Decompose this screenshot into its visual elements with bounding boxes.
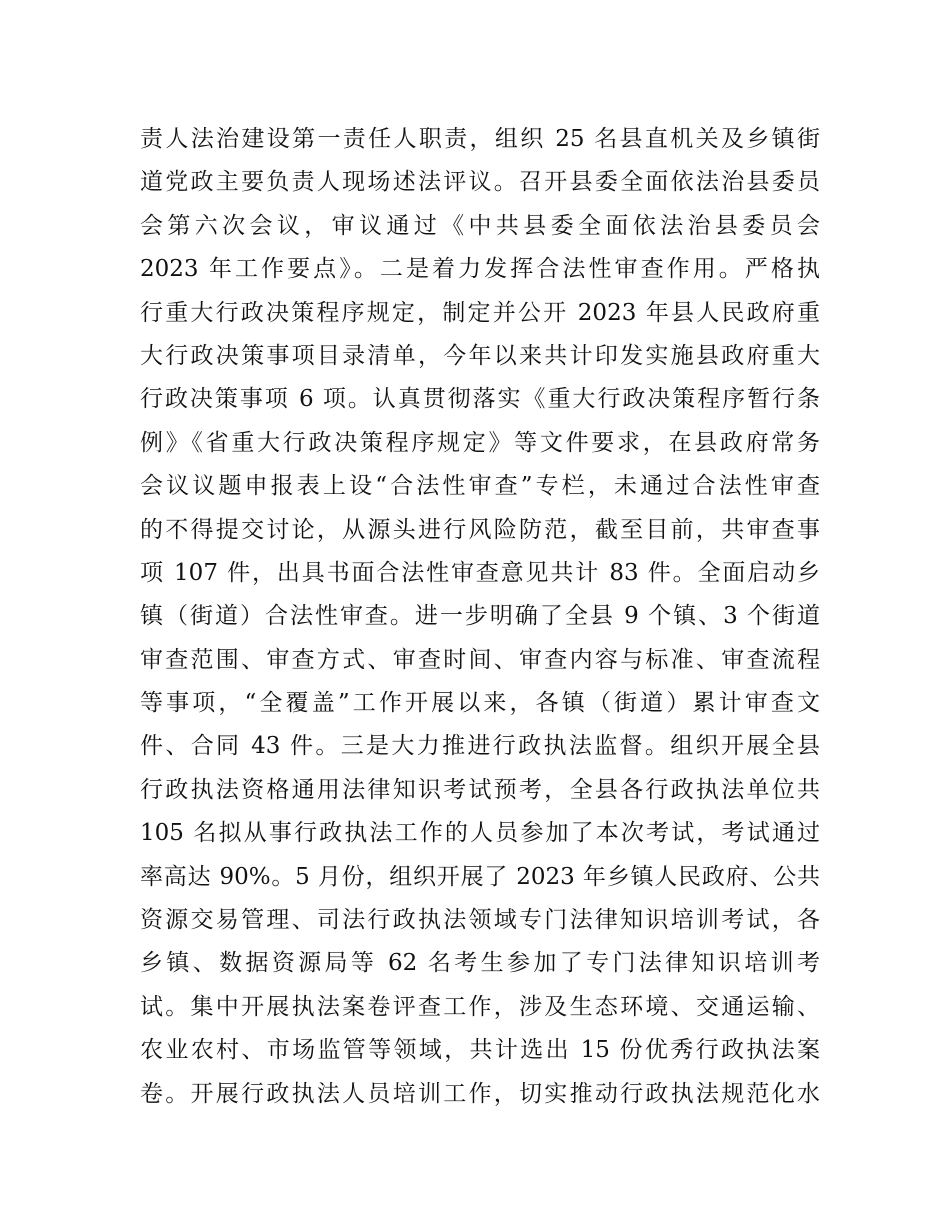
- text-line: 会第六次会议，审议通过《中共县委全面依法治县委员会: [140, 212, 820, 239]
- text-line: 试。集中开展执法案卷评查工作，涉及生态环境、交通运输、: [140, 993, 820, 1020]
- text-line: 的不得提交讨论，从源头进行风险防范，截至目前，共审查事: [140, 516, 820, 543]
- text-line: 105 名拟从事行政执法工作的人员参加了本次考试，考试通过: [140, 820, 820, 847]
- text-line: 率高达 90%。5 月份，组织开展了 2023 年乡镇人民政府、公共: [140, 863, 820, 890]
- text-line: 会议议题申报表上设“合法性审查”专栏，未通过合法性审查: [140, 473, 820, 500]
- text-line: 审查范围、审查方式、审查时间、审查内容与标准、审查流程: [140, 646, 820, 673]
- text-line: 资源交易管理、司法行政执法领域专门法律知识培训考试，各: [140, 907, 820, 934]
- text-line: 大行政决策事项目录清单，今年以来共计印发实施县政府重大: [140, 342, 820, 369]
- text-line: 镇（街道）合法性审查。进一步明确了全县 9 个镇、3 个街道: [140, 603, 820, 630]
- body-text: [140, 118, 820, 1116]
- text-line: 件、合同 43 件。三是大力推进行政执法监督。组织开展全县: [140, 733, 820, 760]
- text-line: 行政执法资格通用法律知识考试预考，全县各行政执法单位共: [140, 776, 820, 803]
- text-line: 农业农村、市场监管等领域，共计选出 15 份优秀行政执法案: [140, 1037, 820, 1064]
- text-line: 责人法治建设第一责任人职责，组织 25 名县直机关及乡镇街: [140, 126, 820, 152]
- text-line: 卷。开展行政执法人员培训工作，切实推动行政执法规范化水: [140, 1080, 820, 1107]
- text-line: 2023 年工作要点》。二是着力发挥合法性审查作用。严格执: [140, 256, 820, 283]
- text-line: 项 107 件，出具书面合法性审查意见共计 83 件。全面启动乡: [140, 559, 820, 586]
- text-line: 乡镇、数据资源局等 62 名考生参加了专门法律知识培训考: [140, 950, 820, 977]
- text-line: 行重大行政决策程序规定，制定并公开 2023 年县人民政府重: [140, 299, 820, 326]
- text-line: 行政决策事项 6 项。认真贯彻落实《重大行政决策程序暂行条: [140, 386, 820, 413]
- text-line: 道党政主要负责人现场述法评议。召开县委全面依法治县委员: [140, 169, 820, 196]
- text-line: 例》《省重大行政决策程序规定》等文件要求，在县政府常务: [140, 429, 820, 456]
- text-line: 等事项，“全覆盖”工作开展以来，各镇（街道）累计审查文: [140, 690, 820, 717]
